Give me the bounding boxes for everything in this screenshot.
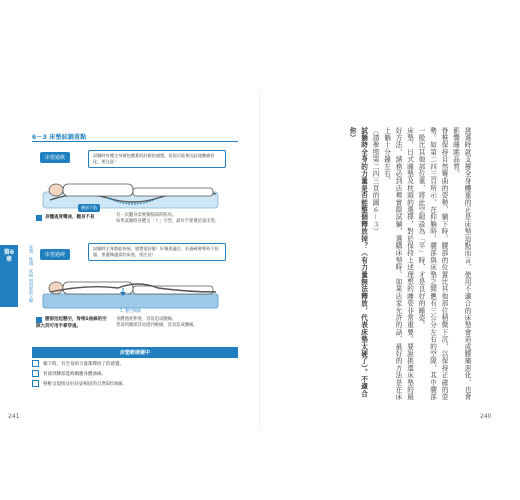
case-hard-label: 床墊過硬	[40, 249, 70, 260]
gap-label: 1. 懸空間隙	[120, 308, 142, 313]
case-hard-notes	[116, 317, 236, 329]
chapter-tab-label: 第6章	[3, 249, 15, 263]
x-mark-icon	[36, 215, 42, 221]
case-hard-bubble: 試躺時全身都能伸展，感覺很舒服！好像很適合，但過硬會導致不舒服，要選擇適當的床墊，要注意！	[88, 243, 226, 261]
case-soft-notes	[116, 213, 236, 225]
left-page	[3, 95, 258, 425]
case-soft-note-2: 如果試躺時身體呈「く」字型，最好不要選這張床墊。	[116, 219, 220, 224]
soft-mattress-illustration	[38, 170, 238, 215]
summary-box	[32, 347, 238, 388]
book-gutter	[259, 90, 260, 430]
right-page	[262, 95, 512, 425]
case-hard-result	[36, 317, 108, 330]
summary-item	[32, 370, 238, 378]
case-hard-note-2: 背部到腰部容易感到痠痛，容易造成腰痛。	[116, 323, 198, 328]
checkbox-icon	[32, 370, 39, 377]
case-soft-result-text: 身體過度彎曲，翻身不易	[45, 215, 95, 220]
summary-item-text: 躺下時，有全身的力量都釋放了的感覺。	[43, 362, 124, 367]
case-hard-result-text: 腰部抬起懸空，脊椎S曲線的空隙大到可用手掌穿過。	[36, 317, 107, 329]
paragraph: （請參照第二四三頁的圖６－３）	[371, 127, 379, 235]
closing-question: 試躺時全身的力量是否能整個釋放掉？（有力量無法釋放，代表床墊太硬了）。不適合你）	[348, 127, 368, 398]
case-soft-label: 床墊過軟	[40, 152, 70, 163]
case-soft-note-1: 有一次翻身需要動腦部的肌肉。	[116, 213, 177, 218]
summary-item-text: 背部到腰部能夠順應身體曲線。	[43, 372, 106, 377]
summary-item	[32, 380, 238, 388]
heading-rule	[32, 141, 238, 142]
page-number-left: 241	[8, 413, 20, 420]
section-heading: 6－3 床墊試躺重點	[32, 134, 87, 141]
checkbox-icon	[32, 360, 39, 367]
case-hard-note-1: 身體過度伸展，容易造成腰痛。	[116, 317, 177, 322]
page-number-right: 240	[480, 413, 492, 420]
chapter-subtitle: 床墊、枕頭、床組 如何幫助入睡	[29, 245, 34, 303]
checkbox-icon	[32, 380, 39, 387]
sag-tag: 腰部下陷	[78, 204, 100, 212]
paragraph: 脊椎保持自然彎曲的姿勢，躺下時，腰部的位置比其他部位稍微下沉，以保持正確的姿勢。如第二四三頁所示，在仰躺時，腰部與床墊之間應有三公分左右的空隙，其中腰部一般比其他部位重，將此空隙設為「平」時，才是良好的睡姿。	[417, 127, 448, 401]
summary-item-text: 脊椎呈現與良好站姿相同的自然S形曲線。	[43, 382, 127, 387]
summary-item	[32, 360, 238, 368]
body-text	[346, 127, 473, 407]
summary-title: 床墊軟硬適中	[32, 347, 238, 358]
x-mark-icon	[36, 317, 42, 323]
chapter-tab	[0, 245, 18, 307]
paragraph: 挑選時就支撐全身體重的正是床墊這點而言，使用不適合的床墊會造成腰痛惡化，也會影響睡眠品質。	[451, 127, 471, 401]
case-soft-result	[36, 215, 106, 222]
paragraph: 床墊，日式睡墊及枕頭的選擇，對於保持上述理想的睡姿非常重要。要說挑選床墊的最好方法，請務必到店裡實際試躺，選購床墊時，如果店家允許的話，最好的方法是在床上躺十分鐘左右。	[382, 127, 414, 401]
case-soft-bubble: 試躺時有種全身被包覆著的舒服的感覺，但很可能會因此使腰痛惡化，要注意！	[88, 150, 226, 168]
